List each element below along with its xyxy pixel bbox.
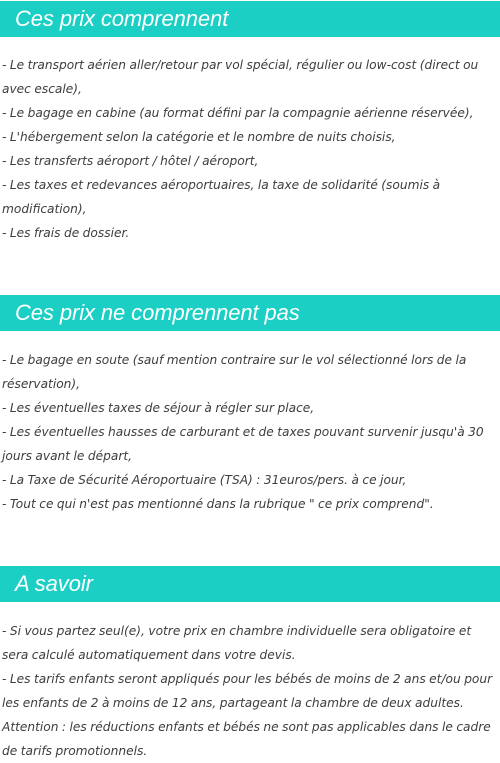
section-header-good-to-know xyxy=(0,566,500,602)
list-item: - Les frais de dossier. xyxy=(2,226,130,240)
list-item: - Le bagage en cabine (au format défini par la compagnie aérienne réservée), xyxy=(2,106,474,120)
good-to-know-list xyxy=(2,619,499,763)
list-item: - Le bagage en soute (sauf mention contraire sur le vol sélectionné lors de la réservation), xyxy=(2,353,467,391)
section-title-included: Ces prix comprennent xyxy=(15,6,229,31)
section-title-not-included: Ces prix ne comprennent pas xyxy=(15,300,300,325)
list-item: Attention : les réductions enfants et bébés ne sont pas applicables dans le cadre de tarifs promotionnels. xyxy=(2,720,491,758)
list-item: - Les transferts aéroport / hôtel / aéroport, xyxy=(2,154,259,168)
list-item: - L'hébergement selon la catégorie et le nombre de nuits choisis, xyxy=(2,130,396,144)
list-item: - Les éventuelles taxes de séjour à régler sur place, xyxy=(2,401,315,415)
not-included-list xyxy=(2,348,499,516)
list-item: - Les taxes et redevances aéroportuaires, la taxe de solidarité (soumis à modification), xyxy=(2,178,441,216)
section-header-not-included xyxy=(0,295,500,331)
list-item: - Tout ce qui n'est pas mentionné dans la rubrique " ce prix comprend". xyxy=(2,497,434,511)
included-list xyxy=(2,53,499,245)
list-item: - Les éventuelles hausses de carburant et de taxes pouvant survenir jusqu'à 30 jours avant le départ, xyxy=(2,425,484,463)
list-item: - La Taxe de Sécurité Aéroportuaire (TSA) : 31euros/pers. à ce jour, xyxy=(2,473,407,487)
section-title-good-to-know: A savoir xyxy=(15,571,93,596)
list-item: - Si vous partez seul(e), votre prix en chambre individuelle sera obligatoire et sera calculé automatiquement dans votre devis. xyxy=(2,624,472,662)
list-item: - Les tarifs enfants seront appliqués pour les bébés de moins de 2 ans et/ou pour les enfants de 2 à moins de 12 ans, partageant la chambre de deux adultes. xyxy=(2,672,493,710)
section-header-included xyxy=(0,1,500,37)
list-item: - Le transport aérien aller/retour par vol spécial, régulier ou low-cost (direct ou avec escale), xyxy=(2,58,479,96)
